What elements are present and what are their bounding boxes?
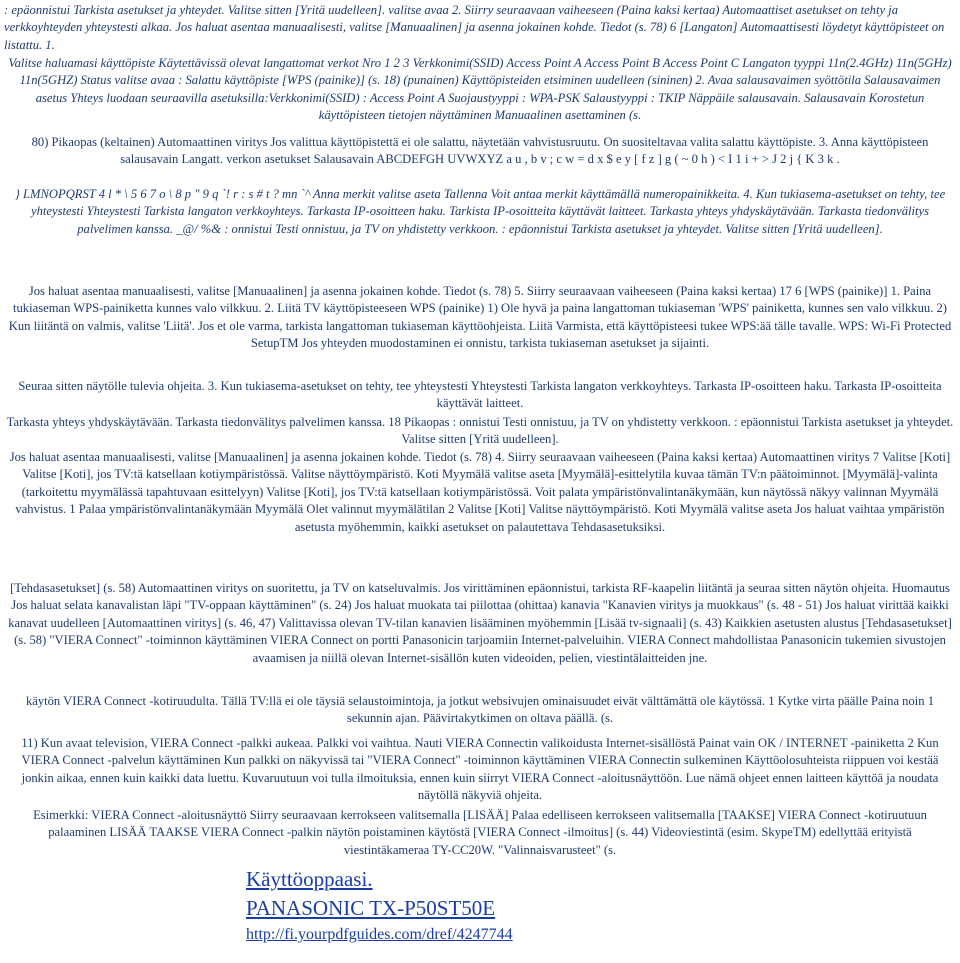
text-block-8: Jos haluat asentaa manuaalisesti, valitse [Manuaalinen] ja asenna jokainen kohde. Tiedot (s. 78) 4. Siirry seuraavaan vaiheeseen (Paina kaksi kertaa) Automaattinen viritys 7 Valitse [Koti] Valitse [Koti], jos TV:tä katsellaan kotiympäristössä. Valitse näyttöympäristö. Koti Myymälä valitse aseta [Myymälä]-esittelytila kuvaa tämän TV:n päätoiminnot. [Myymälä]-valinta (tarkoitettu myymälässä tapahtuvaan esittelyyn) Valitse [Koti], jos TV:tä katsellaan kotiympäristössä. Voit palata ympäristönvalintanäkymään, kun näytössä näkyy valinnan Myymälä vahvistus. 1 Palaa ympäristönvalintanäkymään Myymälä Olet valinnut myymälätilan 2 Valitse [Koti] Valitse näyttöympäristö. Koti Myymälä valitse aseta Jos haluat vaihtaa ympäristön asetusta myöhemmin, kaikki asetukset on palautettava Tehdasasetuksiksi. — [9, 450, 951, 534]
text-block-5: Jos haluat asentaa manuaalisesti, valitse [Manuaalinen] ja asenna jokainen kohde. Tiedot (s. 78) 5. Siirry seuraavaan vaiheeseen (Paina kaksi kertaa) 17 6 [WPS (painike)] 1. Paina tukiaseman WPS-painiketta kunnes valo vilkkuu. 2. Liitä TV käyttöpisteeseen WPS (painike) 1) Ole hyvä ja paina langattoman tukiaseman 'WPS' painiketta, kunnes sen valo vilkkuu. 2) Kun liitäntä on valmis, valitse 'Liitä'. Jos et ole varma, tarkista langattoman tukiaseman käyttöohjeista. Liitä Varmista, että käyttöpisteesi tukee WPS:ää tälle tavalle. WPS: Wi-Fi Protected SetupTM Jos yhteyden muodostaminen ei onnistu, tarkista tukiaseman asetukset ja sijainti. — [8, 284, 952, 351]
text-block-4: } LMNOPQRST 4 l * \ 5 6 7 o \ 8 p " 9 q `! r : s # t ? mn `^ Anna merkit valitse aseta Tallenna Voit antaa merkit käyttämällä numeropainikkeita. 4. Kun tukiasema-asetukset on tehty, tee yhteystesti Yhteystesti Tarkista langaton verkkoyhteys. Tarkasta IP-osoitteen haku. Tarkista IP-osoitteita käyttävät laitteet. Tarkasta yhteys yhdyskäytävään. Tarkasta tiedonvälitys palvelimen kanssa. _@/ %& : onnistui Testi onnistuu, ja TV on yhdistetty verkkoon. : epäonnistui Tarkista asetukset ja yhteydet. Valitse sitten [Yritä uudelleen]. — [14, 187, 946, 236]
manual-title-link[interactable]: Käyttöoppaasi. — [246, 867, 373, 891]
text-block-12: Esimerkki: VIERA Connect -aloitusnäyttö Siirry seuraavaan kerrokseen valitsemalla [LISÄÄ] Palaa edelliseen kerrokseen valitsemalla [TAAKSE] VIERA Connect -kotiruutuun palaaminen LISÄÄ TAAKSE VIERA Connect -palkin näytön poistaminen käytöstä [VIERA Connect -ilmoitus] (s. 44) Videoviestintä (esim. SkypeTM) edellyttää erityistä viestintäkameraa TY-CC20W. "Valinnaisvarusteet" (s. — [33, 808, 927, 857]
text-block-7: Tarkasta yhteys yhdyskäytävään. Tarkasta tiedonvälitys palvelimen kanssa. 18 Pikaopas : onnistui Testi onnistuu, ja TV on yhdistetty verkkoon. : epäonnistui Tarkista asetukset ja yhteydet. Valitse sitten [Yritä uudelleen]. — [6, 415, 954, 447]
text-block-3: 80) Pikaopas (keltainen) Automaattinen viritys Jos valittua käyttöpistettä ei ole salattu, näytetään vahvistusruutu. On suositeltavaa valita salattu käyttöpiste. 3. Anna käyttöpisteen salausavain Langatt. verkon asetukset Salausavain ABCDEFGH UVWXYZ a u , b v ; c w = d x $ e y [ f z ] g ( ~ 0 h ) < I 1 i + > J 2 j { K 3 k . — [31, 135, 929, 167]
text-block-11: 11) Kun avaat television, VIERA Connect -palkki aukeaa. Palkki voi vaihtua. Nauti VIERA Connectin valikoidusta Internet-sisällöstä Painat vain OK / INTERNET -painiketta 2 Kun VIERA Connect -palvelun käyttäminen Kun palkki on näkyvissä tai "VIERA Connect" -toiminnon käyttäminen VIERA Connectin sulkeminen Käyttöolosuhteista riippuen voi kestää jonkin aikaa, ennen kuin kaikki data luettu. Kuvaruutuun voi tulla ilmoituksia, ennen kuin siirryt VIERA Connect -aloitusnäyttöön. Lue nämä ohjeet ennen laitteen käyttöä ja noudata näytöllä näkyviä ohjeita. — [21, 736, 939, 803]
text-block-2: Valitse haluamasi käyttöpiste Käytettävissä olevat langattomat verkot Nro 1 2 3 Verkkonimi(SSID) Access Point A Access Point B Access Point C Langaton tyyppi 11n(2.4GHz) 11n(5GHz) 11n(5GHZ) Status valitse avaa : Salattu käyttöpiste [WPS (painike)] (s. 18) (punainen) Käyttöpisteiden etsiminen uudelleen (sininen) 2. Avaa salausavaimen syöttötila Salausavaimen asetus Yhteys luodaan seuraavilla asetuksilla:Verkkonimi(SSID) : Access Point A Suojaustyyppi : WPA-PSK Salaustyyppi : TKIP Näppäile salausavain. Salausavain Korostetun käyttöpisteen tietojen näyttäminen Manuaalinen asettaminen (s. — [8, 56, 952, 123]
product-model-link[interactable]: PANASONIC TX-P50ST50E — [246, 896, 496, 920]
text-block-1: : epäonnistui Tarkista asetukset ja yhteydet. Valitse sitten [Yritä uudelleen]. valitse avaa 2. Siirry seuraavaan vaiheeseen (Paina kaksi kertaa) Automaattiset asetukset on tehty ja verkkoyhteyden yhteystesti alkaa. Jos haluat asentaa manuaalisesti, valitse [Manuaalinen] ja asenna jokainen kohde. Tiedot (s. 78) 6 [Langaton] Automaattisesti löydetyt käyttöpisteet on listattu. 1. — [4, 3, 945, 52]
footer-links — [246, 865, 513, 947]
guide-url-link[interactable]: http://fi.yourpdfguides.com/dref/4247744 — [246, 926, 513, 943]
text-block-6: Seuraa sitten näytölle tulevia ohjeita. 3. Kun tukiasema-asetukset on tehty, tee yhteystesti Yhteystesti Tarkista langaton verkkoyhteys. Tarkasta IP-osoitteen haku. Tarkasta IP-osoitteita käyttävät laitteet. — [18, 379, 942, 411]
text-block-9: [Tehdasasetukset] (s. 58) Automaattinen viritys on suoritettu, ja TV on katseluvalmis. Jos virittäminen epäonnistui, tarkista RF-kaapelin liitäntä ja seuraa sitten näytön ohjeita. Huomautus Jos haluat selata kanavalistan läpi "TV-oppaan käyttäminen" (s. 24) Jos haluat muokata tai piilottaa (ohittaa) kanavia "Kanavien viritys ja muokkaus" (s. 48 - 51) Jos haluat virittää kaikki kanavat uudelleen [Automaattinen viritys] (s. 46, 47) Valittavissa olevan TV-tilan kanavien lisääminen myöhemmin [Lisää tv-signaali] (s. 43) Kaikkien asetusten alustus [Tehdasasetukset] (s. 58) "VIERA Connect" -toiminnon käyttäminen VIERA Connect on portti Panasonicin tarjoamiin Internet-palveluihin. VIERA Connect mahdollistaa Panasonicin tukemien sivustojen avaamisen ja niillä olevan Internet-sisällön kuten videoiden, pelien, viestintälaitteiden jne. — [8, 581, 952, 665]
text-block-10: käytön VIERA Connect -kotiruudulta. Tällä TV:llä ei ole täysiä selaustoimintoja, ja jotkut websivujen ominaisuudet eivät välttämättä ole käytössä. 1 Kytke virta päälle Paina noin 1 sekunnin ajan. Päävirtakytkimen on oltava päällä. (s. — [25, 694, 935, 726]
